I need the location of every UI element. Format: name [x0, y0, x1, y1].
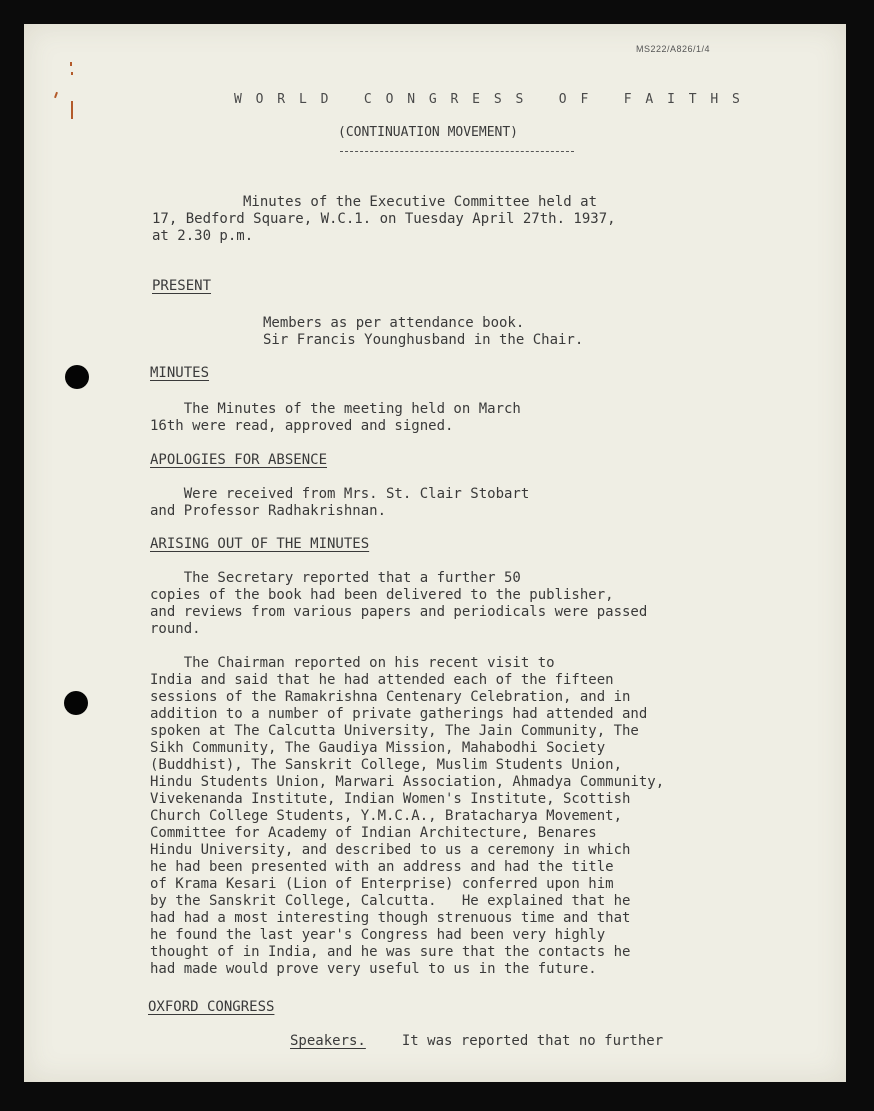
arising-para2-line: of Krama Kesari (Lion of Enterprise) conferred upon him	[150, 876, 614, 892]
arising-para2-line: had made would prove very useful to us in the future.	[150, 961, 597, 977]
arising-para2-line: he had been presented with an address and had the title	[150, 859, 614, 875]
section-heading-arising: ARISING OUT OF THE MINUTES	[150, 536, 370, 552]
document-title: W O R L D C O N G R E S S O F F A I T H S	[234, 92, 743, 107]
arising-para2-line: Church College Students, Y.M.C.A., Bratacharya Movement,	[150, 808, 623, 824]
intro-line: Minutes of the Executive Committee held at	[243, 194, 598, 210]
present-line: Sir Francis Younghusband in the Chair.	[263, 332, 584, 348]
punch-hole	[65, 365, 89, 389]
margin-mark	[70, 62, 72, 66]
apologies-line: and Professor Radhakrishnan.	[150, 503, 387, 519]
margin-mark	[71, 72, 73, 75]
arising-para1-line: and reviews from various papers and periodicals were passed	[150, 604, 648, 620]
section-heading-apologies: APOLOGIES FOR ABSENCE	[150, 452, 328, 468]
document-subtitle: (CONTINUATION MOVEMENT)	[338, 125, 519, 140]
arising-para2-line: had had a most interesting though strenuous time and that	[150, 910, 631, 926]
arising-para2-line: Vivekenanda Institute, Indian Women's Institute, Scottish	[150, 791, 631, 807]
section-heading-minutes: MINUTES	[150, 365, 210, 381]
arising-para1-line: round.	[150, 621, 201, 637]
arising-para2-line: addition to a number of private gatherings had attended and	[150, 706, 648, 722]
section-heading-oxford: OXFORD CONGRESS	[148, 999, 275, 1015]
speakers-label: Speakers.	[290, 1033, 366, 1049]
title-underline	[340, 151, 574, 152]
archive-reference: MS222/A826/1/4	[636, 44, 711, 54]
arising-para2-line: spoken at The Calcutta University, The Jain Community, The	[150, 723, 639, 739]
arising-para2-line: India and said that he had attended each of the fifteen	[150, 672, 614, 688]
margin-mark	[71, 101, 73, 119]
arising-para2-line: The Chairman reported on his recent visit to	[150, 655, 555, 671]
arising-para2-line: thought of in India, and he was sure that the contacts he	[150, 944, 631, 960]
arising-para2-line: (Buddhist), The Sanskrit College, Muslim Students Union,	[150, 757, 623, 773]
arising-para2-line: Committee for Academy of Indian Architecture, Benares	[150, 825, 597, 841]
section-heading-present: PRESENT	[152, 278, 212, 294]
arising-para2-line: Sikh Community, The Gaudiya Mission, Mahabodhi Society	[150, 740, 606, 756]
arising-para1-line: copies of the book had been delivered to the publisher,	[150, 587, 614, 603]
punch-hole	[64, 691, 88, 715]
arising-para2-line: he found the last year's Congress had been very highly	[150, 927, 606, 943]
apologies-line: Were received from Mrs. St. Clair Stobart	[150, 486, 530, 502]
arising-para2-line: Hindu University, and described to us a ceremony in which	[150, 842, 631, 858]
speakers-text: It was reported that no further	[385, 1033, 664, 1049]
arising-para2-line: sessions of the Ramakrishna Centenary Celebration, and in	[150, 689, 631, 705]
arising-para1-line: The Secretary reported that a further 50	[150, 570, 521, 586]
arising-para2-line: by the Sanskrit College, Calcutta. He explained that he	[150, 893, 631, 909]
intro-line: at 2.30 p.m.	[152, 228, 254, 244]
present-line: Members as per attendance book.	[263, 315, 525, 331]
intro-line: 17, Bedford Square, W.C.1. on Tuesday April 27th. 1937,	[152, 211, 616, 227]
arising-para2-line: Hindu Students Union, Marwari Association, Ahmadya Community,	[150, 774, 665, 790]
minutes-line: 16th were read, approved and signed.	[150, 418, 454, 434]
minutes-line: The Minutes of the meeting held on March	[150, 401, 521, 417]
